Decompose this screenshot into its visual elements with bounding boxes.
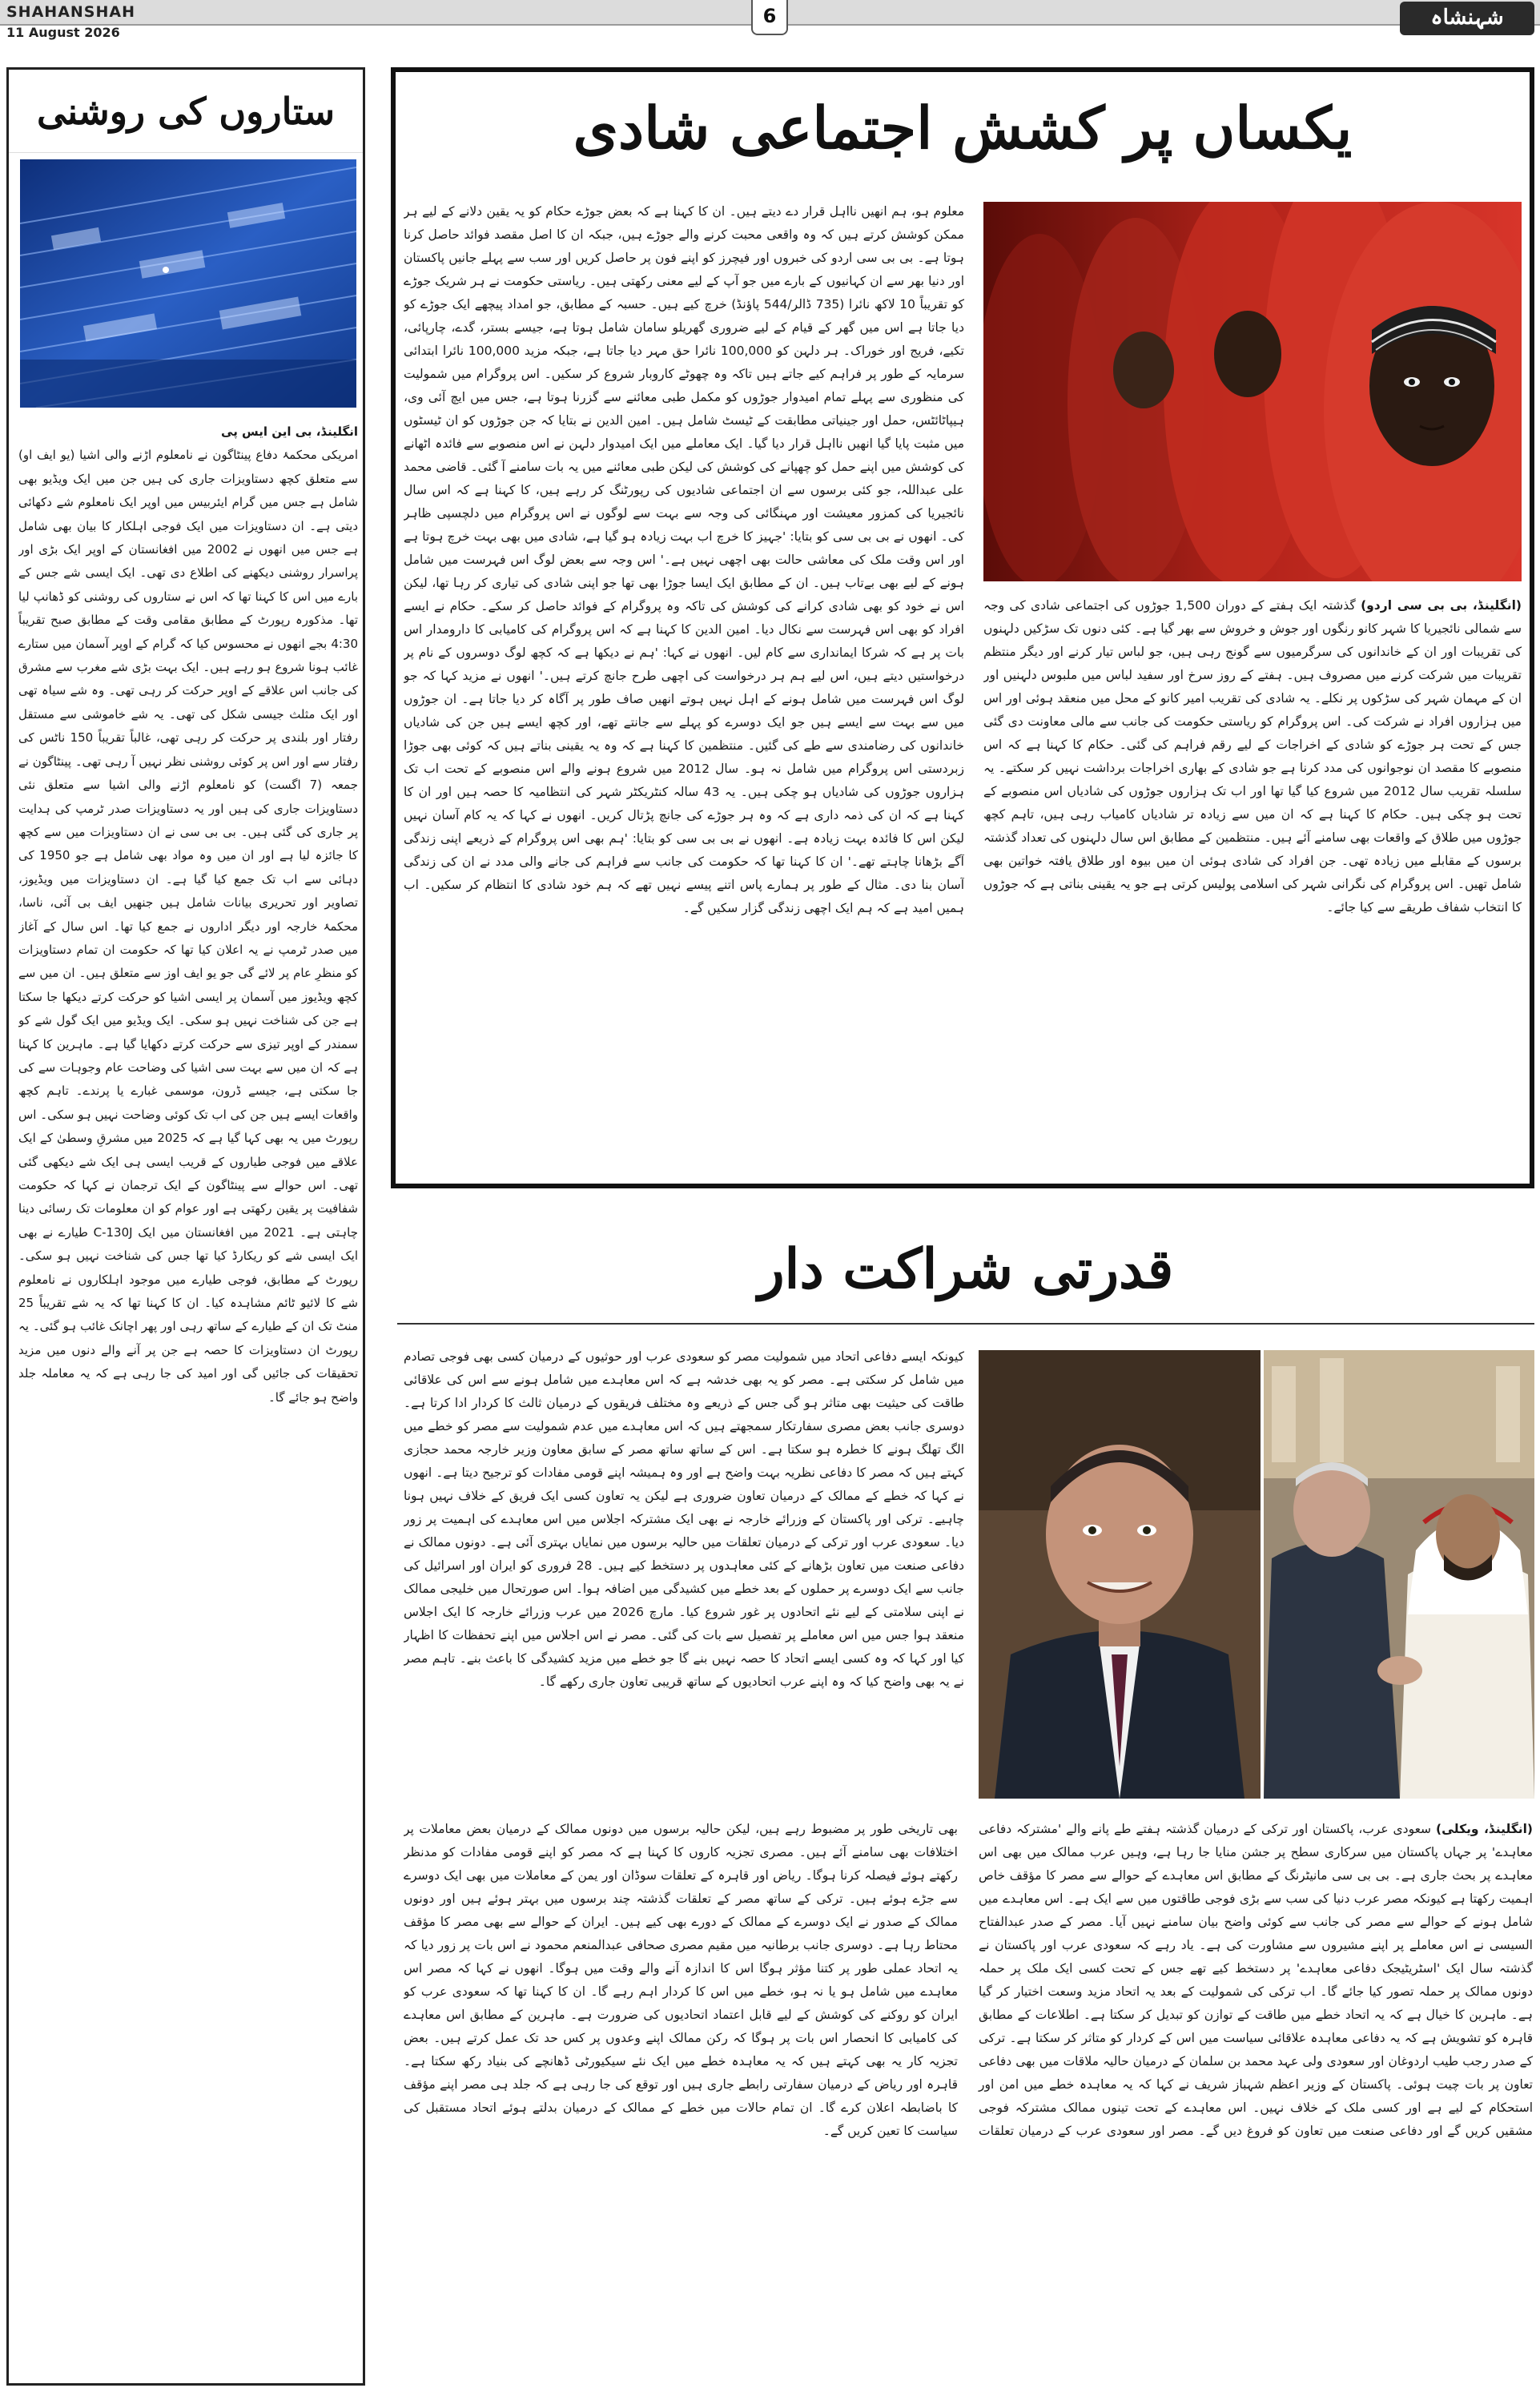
sidebar-article [6, 67, 365, 2386]
aerial-night-photo [20, 159, 356, 408]
lead-article [391, 67, 1534, 1188]
sidebar-byline: انگلینڈ، بی این ایس پی [221, 424, 358, 439]
lead-headline: یکساں پر کشش اجتماعی شادی [573, 94, 1353, 162]
sidebar-body [18, 420, 358, 2374]
second-text-bottom: سعودی عرب، پاکستان اور ترکی کے درمیان گذشتہ ہفتے طے پانے والے 'مشترکہ دفاعی معاہدے' پر جہاں پاکستان میں سرکاری سطح پر جشن منایا جا رہا ہے، وہیں عرب ممالک میں بھی اس معاہدے پر بحث جاری ہے۔ بی بی سی مانیٹرنگ کے مطابق اس معاہدے کے حوالے سے مصر کا مؤقف خاص اہمیت رکھتا ہے کیونکہ مصر عرب دنیا کی سب سے بڑی فوجی طاقتوں میں سے ایک ہے۔ اس معاہدے میں شامل ہونے کے حوالے سے مصر کی جانب سے کوئی واضح بیان سامنے نہیں آیا۔ مصر کے صدر عبدالفتاح السیسی نے اس معاملے پر اپنے مشیروں سے مشاورت کی ہے۔ یاد رہے کہ سعودی عرب اور پاکستان نے گذشتہ سال ایک 'اسٹریٹیجک دفاعی معاہدے' پر دستخط کیے تھے جس کے تحت کسی ایک ملک پر حملہ دونوں ممالک پر حملہ تصور کیا جائے گا۔ اب ترکی کی شمولیت کے بعد یہ اتحاد مزید وسعت اختیار کر گیا ہے۔ ماہرین کا خیال ہے کہ یہ اتحاد خطے میں طاقت کے توازن کو تبدیل کر سکتا ہے۔ اطلاعات کے مطابق قاہرہ کو تشویش ہے کہ یہ دفاعی معاہدہ علاقائی سیاست میں اس کے کردار کو متاثر کر سکتا ہے۔ ترکی کے صدر رجب طیب اردوغان اور سعودی ولی عہد محمد بن سلمان کے درمیان حالیہ ملاقات میں بھی دفاعی تعاون پر بات چیت ہوئی۔ پاکستان کے وزیر اعظم شہباز شریف نے کہا کہ یہ معاہدہ خطے میں امن اور استحکام کے لیے ہے اور کسی ملک کے خلاف نہیں۔ اس معاہدے کے تحت تینوں ممالک مشترکہ فوجی مشقیں کریں گے اور دفاعی صنعت میں تعاون کو فروغ دیں گے۔ مصر اور سعودی عرب کے درمیان تعلقات بھی تاریخی طور پر مضبوط رہے ہیں، لیکن حالیہ برسوں میں دونوں ممالک کے درمیان بعض معاملات پر اختلافات بھی سامنے آئے ہیں۔ مصری تجزیہ کاروں کا کہنا ہے کہ مصر کو اپنے قومی مفادات کو مدنظر رکھتے ہوئے فیصلہ کرنا ہوگا۔ ریاض اور قاہرہ کے تعلقات سوڈان اور یمن کے معاملات میں بھی ایک دوسرے سے جڑے ہوئے ہیں۔ ترکی کے ساتھ مصر کے تعلقات گذشتہ چند برسوں میں بہتر ہوئے ہیں اور دونوں ممالک کے صدور نے ایک دوسرے کے ممالک کے دورے بھی کیے ہیں۔ ایران کے حوالے سے بھی مصر کا مؤقف محتاط رہا ہے۔ دوسری جانب برطانیہ میں مقیم مصری صحافی عبدالمنعم محمود نے اس بات پر زور دیا کہ یہ اتحاد عملی طور پر کتنا مؤثر ہوگا اس کا اندازہ آنے والے وقت میں ہوگا۔ انھوں نے کہا کہ مصر اس معاہدے میں شامل ہو یا نہ ہو، خطے میں اس کا کردار اہم رہے گا۔ ان کا کہنا تھا کہ سعودی عرب کو ایران کو روکنے کی کوشش کے لیے قابل اعتماد اتحادیوں کی ضرورت ہے۔ ماہرین کے مطابق اس معاہدے کی کامیابی کا انحصار اس بات پر ہوگا کہ رکن ممالک اپنے وعدوں پر کس حد تک عمل کرتے ہیں۔ بعض تجزیہ کار یہ بھی کہتے ہیں کہ یہ معاہدہ خطے میں ایک نئے سیکیورٹی ڈھانچے کی بنیاد رکھ سکتا ہے۔ قاہرہ اور ریاض کے درمیان سفارتی رابطے جاری ہیں اور توقع کی جا رہی ہے کہ جلد ہی مصر اپنے مؤقف کا باضابطہ اعلان کرے گا۔ ان تمام حالات میں خطے کے ممالک کے درمیان بدلتے ہوئے اتحاد مستقبل کی سیاست کا تعین کریں گے۔ [404, 1822, 1533, 2138]
publication-name: SHAHANSHAH [6, 3, 135, 21]
page-number: 6 [751, 0, 788, 35]
portrait-photo [979, 1350, 1261, 1799]
second-body [404, 1818, 1533, 2388]
brides-photo [983, 202, 1522, 581]
issue-date: 11 August 2026 [6, 25, 120, 40]
second-top-text [404, 1345, 964, 1810]
lead-column-right [983, 594, 1522, 1179]
leader-portrait-photo [979, 1350, 1261, 1799]
lead-text-left: معلوم ہو، ہم انھیں نااہل قرار دے دیتے ہیں۔ ان کا کہنا ہے کہ بعض جوڑے حکام کو یہ یقین دلانے کے لیے ہر ممکن کوشش کرتے ہیں کہ وہ واقعی محبت کرنے والے جوڑے ہیں، جبکہ ان کا اصل مقصد فوائد حاصل کرنا ہوتا ہے۔ بی بی سی اردو کی خبروں اور فیچرز کو اپنے فون پر حاصل کریں اور سب سے پہلے جانیں پاکستان اور دنیا بھر سے ان کہانیوں کے بارے میں جو آپ کے لیے معنی رکھتی ہیں۔ ریاستی حکومت نے ہر شریک جوڑے کو تقریباً 10 لاکھ نائرا (735 ڈالر/544 پاؤنڈ) خرچ کیے ہیں۔ حسبہ کے مطابق، جو امداد پیچھے ایک جوڑے کو دیا جاتا ہے اس میں گھر کے قیام کے لیے ضروری گھریلو سامان شامل ہوتا ہے، جیسے بستر، گدے، چارپائی، تکیے، فریج اور خوراک۔ ہر دلہن کو 100,000 نائرا حق مہر دیا جاتا ہے، جبکہ مزید 100,000 نائرا ابتدائی سرمایہ کے طور پر فراہم کیے جاتے ہیں تاکہ وہ چھوٹے کاروبار شروع کر سکیں۔ اس پروگرام میں شمولیت کی منظوری سے پہلے تمام امیدوار جوڑوں کو مکمل طبی معائنے سے گزرنا ہوتا ہے، جس میں ایچ آئی وی، ہیپاٹائٹس، حمل اور جینیاتی مطابقت کے ٹیسٹ شامل ہیں۔ امین الدین نے بتایا کہ جن جوڑوں کو ان ٹیسٹوں میں مثبت پایا گیا انھیں نااہل قرار دیا گیا۔ ایک معاملے میں ایک امیدوار دلہن نے اس منصوبے سے فائدہ اٹھانے کی کوشش میں اپنے حمل کو چھپانے کی کوشش کی لیکن طبی معائنے میں یہ بات سامنے آ گئی۔ قاضی محمد علی عبداللہ، جو کئی برسوں سے ان اجتماعی شادیوں کی رپورٹنگ کر رہے ہیں، کا کہنا ہے کہ اس سال نائجیریا کی کمزور معیشت اور مہنگائی کی وجہ سے بہت سے لوگوں نے اس پروگرام میں دلچسپی ظاہر کی۔ انھوں نے بی بی سی کو بتایا: 'جہیز کا خرچ اب بہت زیادہ ہو گیا ہے، شادی میں بھی بہت خرچ ہوتا ہے اور اس وقت ملک کی معاشی حالت بھی اچھی نہیں ہے۔' اس وجہ سے بعض لوگ اس فہرست میں شامل ہونے کے لیے بھی بےتاب ہیں۔ ان کے مطابق ایک ایسا جوڑا بھی تھا جو اپنی شادی کی تیاری کر رہا تھا، لیکن اس نے خود کو بھی شادی کرانے کی کوشش کی تاکہ وہ پروگرام کے فوائد حاصل کر سکے۔ حکام نے ایسے افراد کو بھی اس فہرست سے نکال دیا۔ امین الدین کا کہنا ہے کہ اس پروگرام کی کامیابی کا دارومدار اس بات پر ہے کہ شرکا ایمانداری سے کام لیں۔ انھوں نے کہا: 'ہم نے دیکھا ہے کہ کچھ لوگ دوسروں کے نام پر درخواستیں دیتے ہیں، اس لیے ہم ہر درخواست کی اچھی طرح جانچ کرتے ہیں۔' انھوں نے مزید کہا کہ جو لوگ اس فہرست میں شامل ہونے کے اہل نہیں ہوتے انھیں صاف طور پر آگاہ کر دیا جاتا ہے۔ ان جوڑوں میں سے بہت سے ایسے ہیں جو ایک دوسرے کو پہلے سے جانتے تھے، اور کچھ ایسے ہیں جن کی شادیاں خاندانوں کی رضامندی سے طے کی گئیں۔ منتظمین کا کہنا ہے کہ وہ یہ یقینی بناتے ہیں کہ کوئی بھی جوڑا زبردستی اس پروگرام میں شامل نہ ہو۔ سال 2012 میں شروع ہونے والے اس منصوبے کے تحت اب تک ہزاروں جوڑوں کی شادیاں ہو چکی ہیں۔ یہ 43 سالہ کنٹریکٹر شہر کی انتظامیہ کا حصہ ہیں اور ان کا کہنا ہے کہ ان کی ذمہ داری ہے کہ وہ ہر جوڑے کی جانچ پڑتال کریں۔ انھوں نے کہا کہ یہ کام آسان نہیں لیکن اس کا فائدہ بہت زیادہ ہے۔ انھوں نے بی بی سی کو بتایا: 'ہم بھی اس پروگرام کے ذریعے اپنی زندگی آگے بڑھانا چاہتے تھے۔' ان کا کہنا تھا کہ حکومت کی جانب سے فراہم کی جانے والی مدد نے ان کی زندگی آسان بنا دی۔ مثال کے طور پر ہمارے پاس اتنے پیسے نہیں تھے کہ ہم خود شادی کا انتظام کر سکیں۔ اب ہمیں امید ہے کہ ہم ایک اچھی زندگی گزار سکیں گے۔ [404, 204, 964, 915]
masthead [0, 0, 1540, 42]
lead-photo [983, 202, 1522, 581]
second-text-top: کیونکہ ایسے دفاعی اتحاد میں شمولیت مصر کو سعودی عرب اور حوثیوں کے درمیان کسی بھی فوجی تصادم میں شامل کر سکتی ہے۔ مصر کو یہ بھی خدشہ ہے کہ اس معاہدے میں شامل ہونے سے اس کی علاقائی طاقت کی حیثیت بھی متاثر ہو گی جس کے ذریعے وہ مختلف فریقوں کے درمیان ثالث کا کردار ادا کرتا ہے۔ دوسری جانب بعض مصری سفارتکار سمجھتے ہیں کہ اس معاہدے میں عدم شمولیت سے مصر کو خطے میں الگ تھلگ ہونے کا خطرہ ہو سکتا ہے۔ اس کے ساتھ ساتھ مصر کے سابق معاون وزیر خارجہ محمد حجازی کہتے ہیں کہ مصر کا دفاعی نظریہ بہت واضح ہے اور وہ ہمیشہ اپنے قومی مفادات کو ترجیح دیتا ہے۔ انھوں نے کہا کہ خطے کے ممالک کے درمیان تعاون ضروری ہے لیکن یہ تعاون کسی ایک فریق کے خلاف نہیں ہونا چاہیے۔ ترکی اور پاکستان کے وزرائے خارجہ نے بھی ایک مشترکہ اجلاس میں اس معاہدے کی اہمیت پر زور دیا۔ سعودی عرب اور ترکی کے درمیان تعلقات میں حالیہ برسوں میں نمایاں بہتری آئی ہے۔ دونوں ممالک نے دفاعی صنعت میں تعاون بڑھانے کے کئی معاہدوں پر دستخط کیے ہیں۔ 28 فروری کو ایران اور اسرائیل کی جانب سے ایک دوسرے پر حملوں کے بعد خطے میں کشیدگی میں اضافہ ہوا۔ اس صورتحال میں خلیجی ممالک نے اپنی سلامتی کے لیے نئے اتحادوں پر غور شروع کیا۔ مارچ 2026 میں عرب وزرائے خارجہ کا ایک اجلاس منعقد ہوا جس میں اس معاملے پر تفصیل سے بات کی گئی۔ مصر نے اس اجلاس میں اپنے تحفظات کا اظہار کیا اور کہا کہ وہ کسی ایسے اتحاد کا حصہ نہیں بنے گا جو خطے میں مزید کشیدگی کا باعث بنے۔ تاہم مصر نے یہ بھی واضح کیا کہ وہ اپنے عرب اتحادیوں کے ساتھ قریبی تعاون جاری رکھے گا۔ [404, 1349, 964, 1689]
sidebar-text: امریکی محکمۂ دفاع پینٹاگون نے نامعلوم اڑنے والی اشیا (یو ایف او) سے متعلق کچھ دستاویزات جاری کی ہیں جن میں ایک ویڈیو بھی شامل ہے جس میں گرام ایئربیس میں اوپر ایک نامعلوم شے دکھائی دیتی ہے۔ ان دستاویزات میں ایک فوجی اہلکار کا بیان بھی شامل ہے جس میں انھوں نے 2002 میں افغانستان کے اوپر ایک بڑی اور پراسرار روشنی دیکھنے کی اطلاع دی تھی۔ ایک ایسی شے جس کے بارے میں اس کا کہنا تھا کہ اس نے ستاروں کی روشنی کو ڈھانپ لیا تھا۔ مذکورہ رپورٹ کے مطابق مقامی وقت کے مطابق صبح تقریباً 4:30 بجے انھوں نے محسوس کیا کہ گرام کے اوپر آسمان میں ستارے غائب ہونا شروع ہو رہے ہیں۔ ایک بہت بڑی شے مغرب سے مشرق کی جانب اس علاقے کے اوپر حرکت کر رہی تھی۔ وہ شے سیاہ تھی اور ایک مثلث جیسی شکل کی تھی۔ یہ شے خاموشی سے مستقل رفتار اور بلندی پر حرکت کر رہی تھی، غالباً تقریباً 150 ناٹس کی رفتار سے اور اس پر کوئی روشنی نظر نہیں آ رہی تھی۔ پینٹاگون نے جمعہ (7 اگست) کو نامعلوم اڑنے والی اشیا سے متعلق نئی دستاویزات جاری کی ہیں اور یہ دستاویزات صدر ٹرمپ کی ہدایت پر جاری کی گئی ہیں۔ بی بی سی نے ان دستاویزات میں سے کچھ کا جائزہ لیا ہے اور ان میں وہ مواد بھی شامل ہے جو 1950 کی دہائی سے اب تک جمع کیا گیا ہے۔ ان دستاویزات میں ویڈیوز، تصاویر اور تحریری بیانات شامل ہیں جنھیں ایف بی آئی، ناسا، محکمۂ خارجہ اور دیگر اداروں نے جمع کیا تھا۔ اس سال کے آغاز میں صدر ٹرمپ نے یہ اعلان کیا تھا کہ حکومت ان تمام دستاویزات کو منظرِ عام پر لائے گی جو یو ایف اوز سے متعلق ہیں۔ ان میں سے کچھ ویڈیوز میں آسمان پر ایسی اشیا کو حرکت کرتے دیکھا جا سکتا ہے جن کی شناخت نہیں ہو سکی۔ ایک ویڈیو میں ایک گول شے کو سمندر کے اوپر تیزی سے حرکت کرتے دکھایا گیا ہے۔ ماہرین کا کہنا ہے کہ ان میں سے بہت سی اشیا کی وضاحت عام وجوہات سے کی جا سکتی ہے، جیسے ڈرون، موسمی غبارے یا پرندے۔ تاہم کچھ واقعات ایسے ہیں جن کی اب تک کوئی وضاحت نہیں ہو سکی۔ اس رپورٹ میں یہ بھی کہا گیا ہے کہ 2025 میں مشرقِ وسطیٰ کے ایک علاقے میں فوجی طیاروں کے قریب ایسی ہی ایک شے دیکھی گئی تھی۔ اس حوالے سے پینٹاگون کے ایک ترجمان نے کہا کہ حکومت شفافیت پر یقین رکھتی ہے اور عوام کو ان معلومات تک رسائی دینا چاہتی ہے۔ 2021 میں افغانستان میں ایک C-130J طیارے نے بھی ایک ایسی شے کو ریکارڈ کیا تھا جس کی شناخت نہیں ہو سکی۔ رپورٹ کے مطابق، فوجی طیارے میں موجود اہلکاروں نے نامعلوم شے کا لائیو ٹائم مشاہدہ کیا۔ ان کا کہنا تھا کہ یہ شے تقریباً 25 منٹ تک ان کے طیارے کے ساتھ رہی اور پھر اچانک غائب ہو گئی۔ یہ رپورٹ ان دستاویزات کا حصہ ہے جن پر آنے والے دنوں میں مزید تحقیقات کی جائیں گی اور امید کی جا رہی ہے کہ یہ معاملہ جلد واضح ہو جائے گا۔ [18, 448, 358, 1405]
sidebar-headline: ستاروں کی روشنی [9, 70, 363, 153]
headline-divider [397, 1323, 1534, 1325]
handshake-photo [1264, 1350, 1534, 1799]
leaders-handshake-photo [1264, 1350, 1534, 1799]
second-byline: (انگلینڈ، ویکلی) [1435, 1822, 1533, 1836]
lead-column-left [404, 200, 964, 1179]
lead-byline: (انگلینڈ، بی بی سی اردو) [1361, 598, 1522, 613]
masthead-logo [1400, 2, 1534, 35]
lead-text-right: گذشتہ ایک ہفتے کے دوران 1,500 جوڑوں کی اجتماعی شادی کی وجہ سے شمالی نائجیریا کا شہر کانو رنگوں اور جوش و خروش سے بھر گیا ہے۔ کئی دنوں تک سڑکیں دلہنوں کی تقریبات اور ان کے خاندانوں کی سرگرمیوں سے گونج رہی ہیں، جو لباس تیار کرنے اور دیگر منتظم تقریبات میں شرکت کرنے میں مصروف ہیں۔ ہفتے کے روز سرخ اور سفید لباس میں ملبوس دلہنیں اور ان کے مہمان شہر کی سڑکوں پر نکلے۔ یہ شادی کی تقریب امیر کانو کے محل میں منعقد ہوئی اور اس میں ہزاروں افراد نے شرکت کی۔ اس پروگرام کو ریاستی حکومت کی جانب سے مالی معاونت دی گئی جس کے تحت ہر جوڑے کو شادی کے اخراجات کے لیے رقم فراہم کی گئی۔ حکام کا کہنا ہے کہ اس منصوبے کا مقصد ان نوجوانوں کی مدد کرنا ہے جو شادی کے بھاری اخراجات برداشت نہیں کر سکتے۔ یہ سلسلہ تقریب سال 2012 میں شروع کیا گیا تھا اور اب تک ہزاروں جوڑوں کی شادیاں اس منصوبے کے تحت ہو چکی ہیں۔ حکام کا کہنا ہے کہ ان میں سے زیادہ تر شادیاں کامیاب رہی ہیں، تاہم کچھ جوڑوں میں طلاق کے واقعات بھی سامنے آئے ہیں۔ منتظمین کے مطابق اس سال دلہنوں کی تعداد گذشتہ برسوں کے مقابلے میں زیادہ تھی۔ جن افراد کی شادی ہوئی ان میں بیوہ اور طلاق یافتہ خواتین بھی شامل تھیں۔ اس پروگرام کی نگرانی شہر کی اسلامی پولیس کرتی ہے جو یہ یقینی بناتی ہے کہ جوڑوں کا انتخاب شفاف طریقے سے کیا جائے۔ [983, 598, 1522, 915]
sidebar-photo [20, 159, 356, 408]
second-headline: قدرتی شراکت دار [758, 1237, 1174, 1301]
logo-text: شہنشاہ [1430, 6, 1504, 30]
